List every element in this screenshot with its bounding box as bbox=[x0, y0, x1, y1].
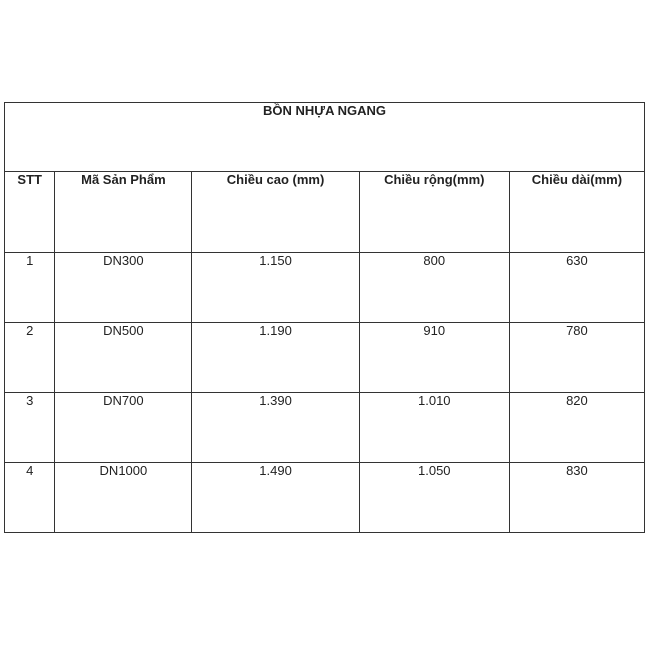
cell-product-code: DN700 bbox=[55, 393, 192, 463]
cell-width: 1.050 bbox=[359, 463, 509, 533]
header-length: Chiều dài(mm) bbox=[509, 172, 644, 253]
cell-product-code: DN500 bbox=[55, 323, 192, 393]
product-spec-table bbox=[4, 102, 645, 533]
header-width: Chiều rộng(mm) bbox=[359, 172, 509, 253]
cell-height: 1.390 bbox=[192, 393, 359, 463]
cell-length: 630 bbox=[509, 253, 644, 323]
table-row bbox=[5, 323, 645, 393]
cell-stt: 2 bbox=[5, 323, 55, 393]
table-row bbox=[5, 463, 645, 533]
cell-length: 780 bbox=[509, 323, 644, 393]
cell-stt: 1 bbox=[5, 253, 55, 323]
cell-width: 800 bbox=[359, 253, 509, 323]
table-row bbox=[5, 253, 645, 323]
cell-height: 1.490 bbox=[192, 463, 359, 533]
table-header-row bbox=[5, 172, 645, 253]
cell-width: 910 bbox=[359, 323, 509, 393]
cell-product-code: DN300 bbox=[55, 253, 192, 323]
cell-width: 1.010 bbox=[359, 393, 509, 463]
cell-length: 830 bbox=[509, 463, 644, 533]
cell-length: 820 bbox=[509, 393, 644, 463]
header-stt: STT bbox=[5, 172, 55, 253]
table-row bbox=[5, 393, 645, 463]
cell-stt: 3 bbox=[5, 393, 55, 463]
header-product-code: Mã Sản Phẩm bbox=[55, 172, 192, 253]
cell-product-code: DN1000 bbox=[55, 463, 192, 533]
table-title: BỒN NHỰA NGANG bbox=[5, 103, 645, 172]
table-title-row bbox=[5, 103, 645, 172]
cell-height: 1.150 bbox=[192, 253, 359, 323]
cell-stt: 4 bbox=[5, 463, 55, 533]
header-height: Chiều cao (mm) bbox=[192, 172, 359, 253]
cell-height: 1.190 bbox=[192, 323, 359, 393]
